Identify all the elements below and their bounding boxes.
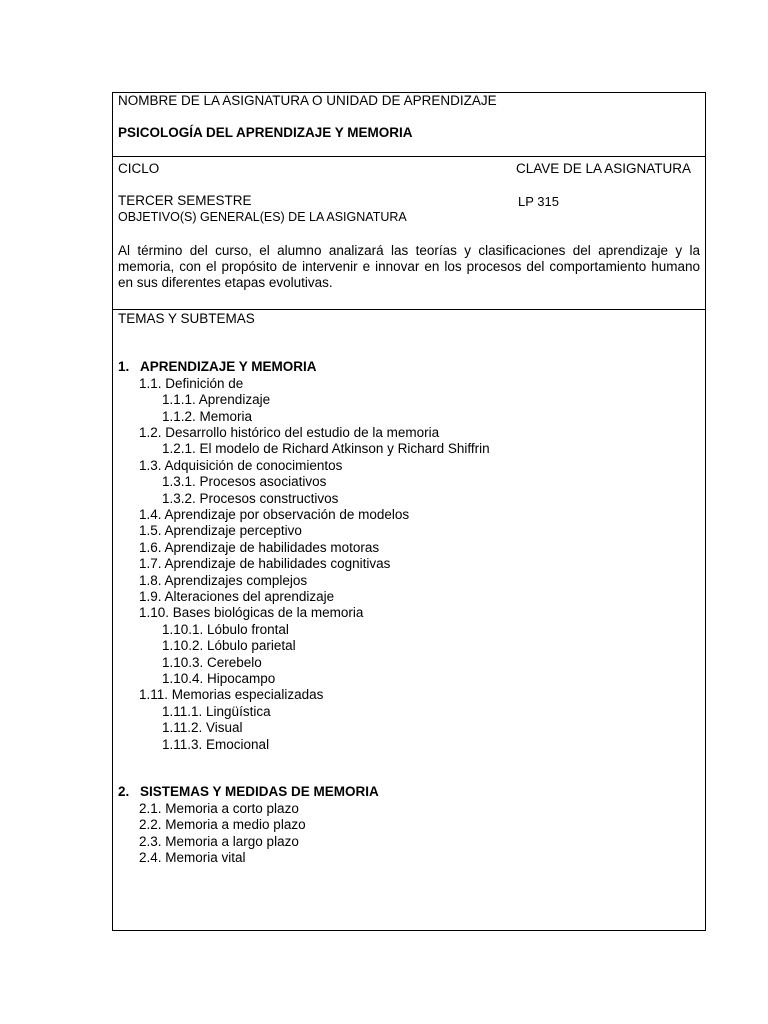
list-item: 1.11. Memorias especializadas xyxy=(139,687,324,702)
list-item: 1.9. Alteraciones del aprendizaje xyxy=(139,589,335,604)
subject-label: NOMBRE DE LA ASIGNATURA O UNIDAD DE APRENDIZAJE xyxy=(118,93,497,108)
unit-1-number: 1. xyxy=(118,359,130,374)
objective-section xyxy=(113,210,705,310)
list-item: 1.8. Aprendizajes complejos xyxy=(139,573,308,588)
subject-name: PSICOLOGÍA DEL APRENDIZAJE Y MEMORIA xyxy=(118,125,413,140)
list-item: 1.3. Adquisición de conocimientos xyxy=(139,458,343,473)
list-item: 1.11.2. Visual xyxy=(162,720,243,735)
list-item: 1.10.2. Lóbulo parietal xyxy=(162,638,296,653)
list-item: 1.7. Aprendizaje de habilidades cognitivas xyxy=(139,556,391,571)
topics-section xyxy=(113,310,705,930)
list-item: 1.10.1. Lóbulo frontal xyxy=(162,622,289,637)
list-item: 1.2.1. El modelo de Richard Atkinson y Richard Shiffrin xyxy=(162,441,490,456)
objective-text: Al término del curso, el alumno analizará las teorías y clasificaciones del aprendizaje y la memoria, con el propósito de intervenir e innovar en los procesos del comportamiento humano en sus diferentes etapas evolutivas. xyxy=(118,243,700,290)
subject-section xyxy=(113,93,705,157)
unit-2-title: SISTEMAS Y MEDIDAS DE MEMORIA xyxy=(140,784,379,799)
unit-2-number: 2. xyxy=(118,784,130,799)
list-item: 1.11.3. Emocional xyxy=(162,737,270,752)
topics-label: TEMAS Y SUBTEMAS xyxy=(118,311,255,326)
cycle-key-section xyxy=(113,157,705,210)
unit-1-heading xyxy=(118,359,317,375)
list-item: 1.10.4. Hipocampo xyxy=(162,671,276,686)
list-item: 1.10.3. Cerebelo xyxy=(162,655,262,670)
key-label: CLAVE DE LA ASIGNATURA xyxy=(516,161,692,176)
list-item: 1.10. Bases biológicas de la memoria xyxy=(139,605,364,620)
list-item: 2.4. Memoria vital xyxy=(139,850,246,865)
key-value: LP 315 xyxy=(518,194,559,209)
list-item: 2.3. Memoria a largo plazo xyxy=(139,834,299,849)
cycle-label: CICLO xyxy=(118,161,160,176)
list-item: 1.3.1. Procesos asociativos xyxy=(162,474,327,489)
list-item: 1.5. Aprendizaje perceptivo xyxy=(139,523,302,538)
list-item: 1.3.2. Procesos constructivos xyxy=(162,491,339,506)
list-item: 1.1.2. Memoria xyxy=(162,409,253,424)
unit-2-heading xyxy=(118,784,379,800)
objective-label: OBJETIVO(S) GENERAL(ES) DE LA ASIGNATURA xyxy=(118,210,407,224)
cycle-value: TERCER SEMESTRE xyxy=(118,193,252,208)
list-item: 1.1. Definición de xyxy=(139,376,244,391)
syllabus-table xyxy=(112,92,706,931)
list-item: 1.1.1. Aprendizaje xyxy=(162,392,271,407)
list-item: 1.11.1. Lingüística xyxy=(162,704,271,719)
list-item: 2.1. Memoria a corto plazo xyxy=(139,801,299,816)
list-item: 1.6. Aprendizaje de habilidades motoras xyxy=(139,540,380,555)
list-item: 1.4. Aprendizaje por observación de modelos xyxy=(139,507,410,522)
list-item: 1.2. Desarrollo histórico del estudio de la memoria xyxy=(139,425,440,440)
unit-1-title: APRENDIZAJE Y MEMORIA xyxy=(140,359,317,374)
list-item: 2.2. Memoria a medio plazo xyxy=(139,817,306,832)
